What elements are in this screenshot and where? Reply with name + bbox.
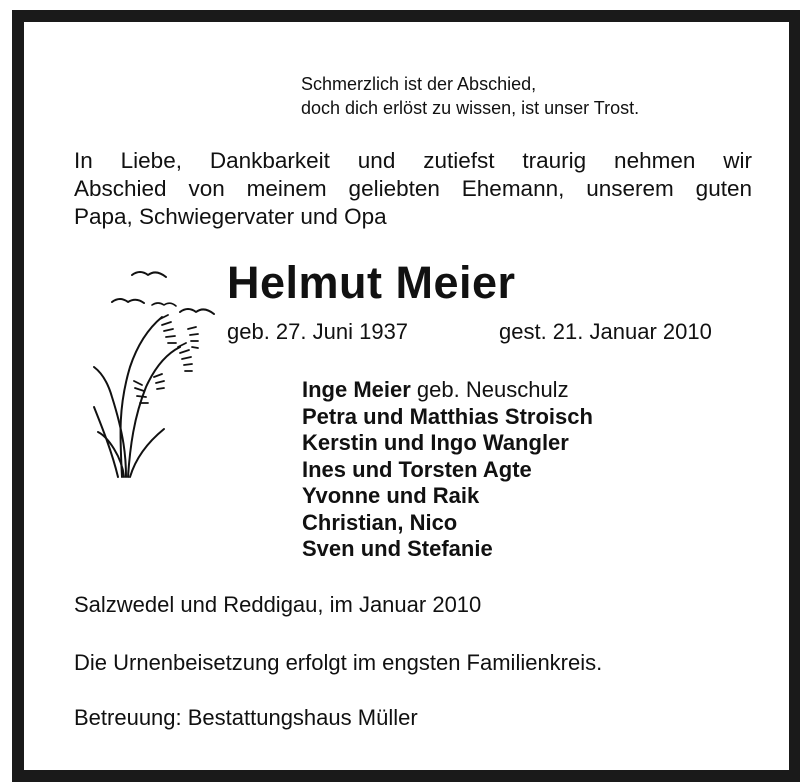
intro-text [74, 147, 752, 231]
family-member [302, 510, 593, 537]
family-member-maiden-name: geb. Neuschulz [410, 377, 569, 402]
family-member-name: Sven und Stefanie [302, 536, 493, 561]
motto [301, 72, 639, 120]
grass-and-birds-icon [72, 257, 222, 487]
family-member [302, 483, 593, 510]
intro-line-2: Abschied von meinem geliebten Ehemann, unserem guten [74, 176, 752, 201]
intro-line-1: In Liebe, Dankbarkeit und zutiefst traurig nehmen wir [74, 148, 752, 173]
death-date: gest. 21. Januar 2010 [499, 319, 712, 344]
family-member-name: Yvonne und Raik [302, 483, 480, 508]
motto-line-2: doch dich erlöst zu wissen, ist unser Trost. [301, 98, 640, 118]
family-member [302, 377, 593, 404]
family-member [302, 536, 593, 563]
intro-line-3: Papa, Schwiegervater und Opa [74, 204, 387, 229]
birth-date: geb. 27. Juni 1937 [227, 319, 409, 344]
place-date: Salzwedel und Reddigau, im Januar 2010 [74, 592, 482, 617]
family-member-name: Christian, Nico [302, 509, 458, 535]
burial-note: Die Urnenbeisetzung erfolgt im engsten Familienkreis. [74, 650, 603, 675]
family-member-name: Ines und Torsten Agte [302, 456, 532, 482]
deceased-name: Helmut Meier [227, 257, 516, 308]
family-member [302, 457, 593, 484]
family-list [302, 377, 593, 563]
funeral-home-note: Betreuung: Bestattungshaus Müller [74, 705, 418, 730]
family-member [302, 430, 593, 457]
motto-line-1: Schmerzlich ist der Abschied, [301, 74, 537, 94]
family-member-name: Inge Meier [302, 377, 411, 402]
obituary-frame [12, 10, 800, 782]
family-member-name: Petra und Matthias Stroisch [302, 403, 593, 429]
family-member-name: Kerstin und Ingo Wangler [302, 430, 569, 455]
family-member [302, 404, 593, 431]
